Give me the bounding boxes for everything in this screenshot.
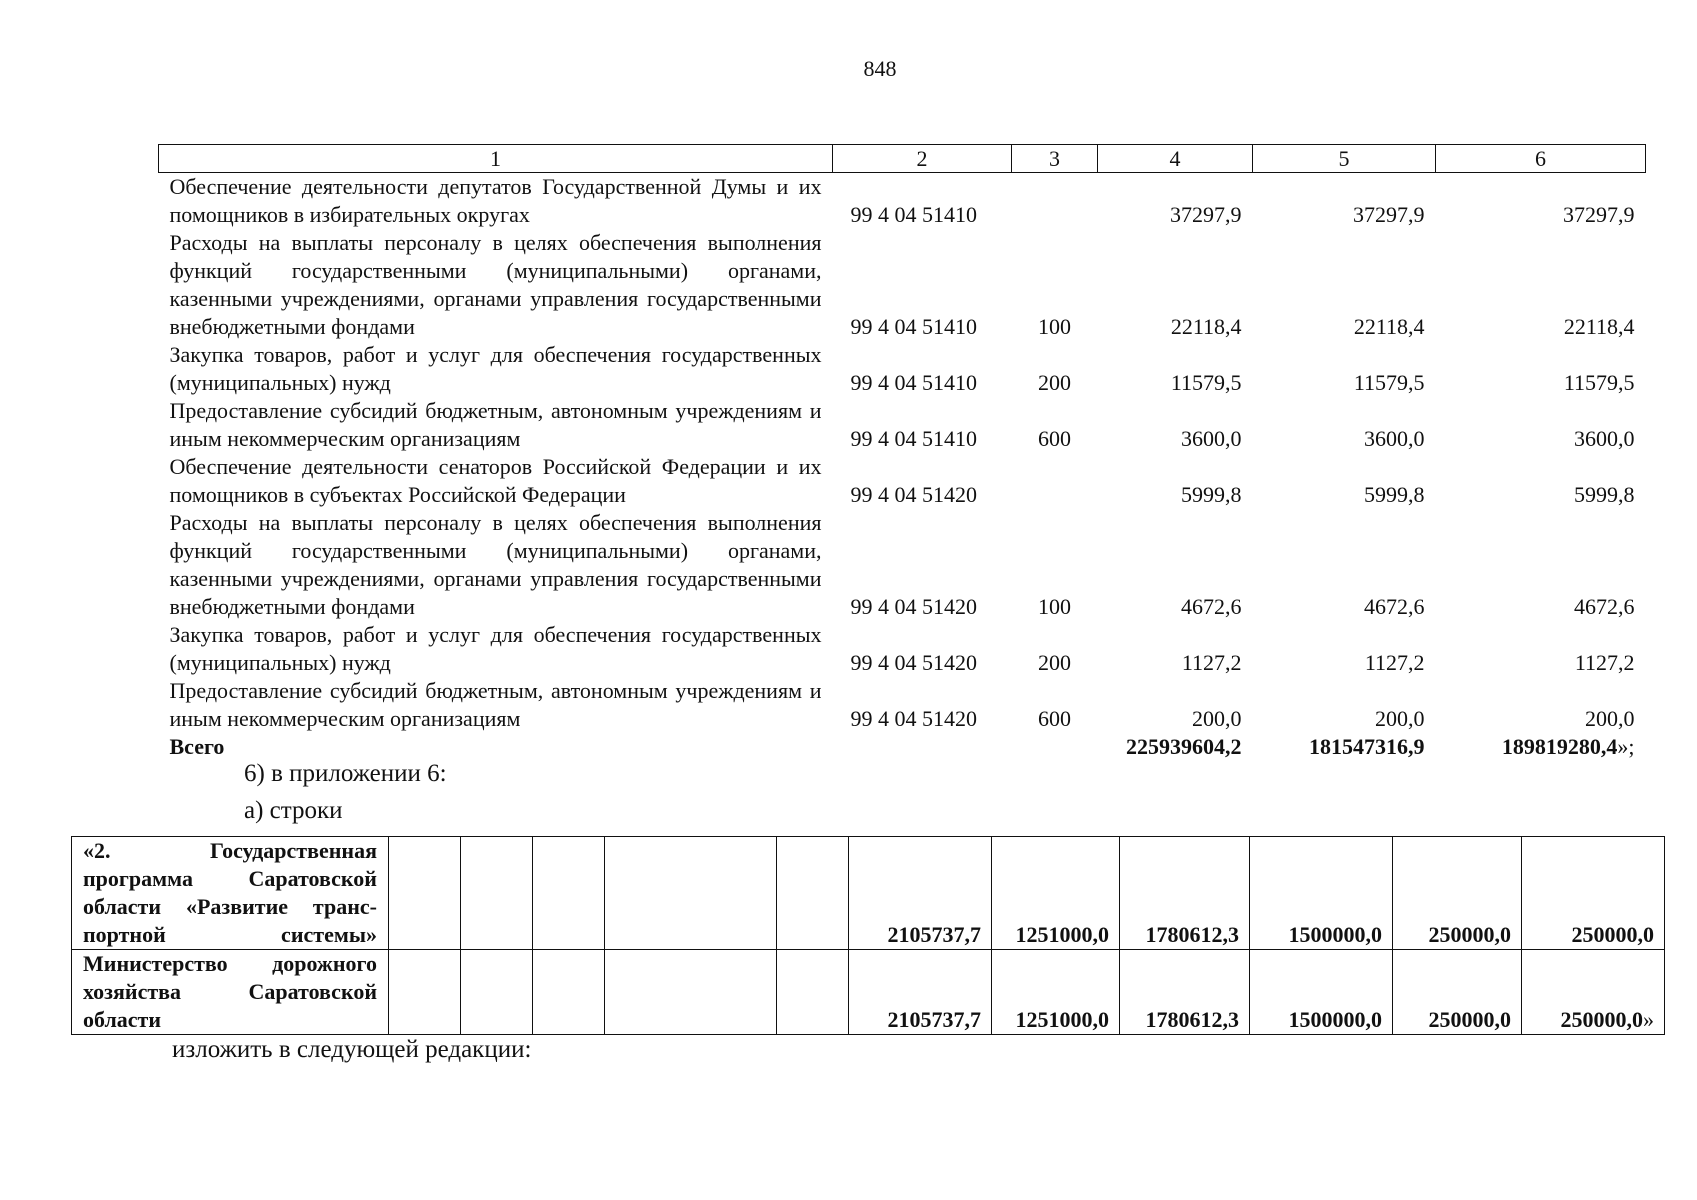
row-description: Обеспечение деятельности депутатов Государственной Думы и их помощников в избирательных округах <box>169 174 822 227</box>
amount-1: 2105737,7 <box>849 837 992 950</box>
value-col5: 5999,8 <box>1364 482 1425 507</box>
value-col5: 200,0 <box>1375 706 1425 731</box>
amount-1: 2105737,7 <box>849 950 992 1035</box>
amount-6 <box>1522 950 1665 1035</box>
amount-6 <box>1522 837 1665 950</box>
row-description: Расходы на выплаты персоналу в целях обеспечения выполнения функций государственными (муниципальными) органами, казенными учреждениями, органами управления государственными внебюджетными фондами <box>169 510 822 619</box>
target-code: 99 4 04 51410 <box>850 426 977 451</box>
value-col4: 4672,6 <box>1181 594 1242 619</box>
amount-2: 1251000,0 <box>992 950 1120 1035</box>
page-number: 848 <box>863 56 897 81</box>
value-col6: 1127,2 <box>1574 650 1635 675</box>
value-col5: 22118,4 <box>1353 314 1425 339</box>
target-code: 99 4 04 51420 <box>850 706 977 731</box>
program-description <box>72 950 389 1035</box>
row-description: Предоставление субсидий бюджетным, автономным учреждениям и иным некоммерческим организациям <box>169 398 822 451</box>
amount-5: 250000,0 <box>1393 950 1522 1035</box>
value-col5: 1127,2 <box>1364 650 1425 675</box>
amount-3: 1780612,3 <box>1120 950 1250 1035</box>
expense-type <box>1012 173 1098 230</box>
value-col5: 3600,0 <box>1364 426 1425 451</box>
amount-3: 1780612,3 <box>1120 837 1250 950</box>
amount-2: 1251000,0 <box>992 837 1120 950</box>
total-col4: 225939604,2 <box>1126 734 1242 759</box>
table-row <box>72 950 1665 1035</box>
target-code: 99 4 04 51420 <box>850 594 977 619</box>
value-col6: 4672,6 <box>1574 594 1635 619</box>
value-col4: 1127,2 <box>1181 650 1242 675</box>
value-col6: 37297,9 <box>1563 202 1635 227</box>
total-label: Всего <box>169 734 225 759</box>
paragraph-appendix: 6) в приложении 6: <box>244 760 447 787</box>
closing-quote: » <box>1643 1007 1654 1032</box>
value-col4: 22118,4 <box>1170 314 1242 339</box>
column-header: 3 <box>1012 145 1098 173</box>
expense-type: 600 <box>1038 706 1071 731</box>
value-col5: 11579,5 <box>1353 370 1425 395</box>
value-col6: 5999,8 <box>1574 482 1635 507</box>
value-col4: 37297,9 <box>1170 202 1242 227</box>
value-col6: 11579,5 <box>1563 370 1635 395</box>
table-header-row <box>159 145 1646 173</box>
value-col4: 11579,5 <box>1170 370 1242 395</box>
target-code: 99 4 04 51410 <box>850 314 977 339</box>
paragraph-redaction: изложить в следующей редакции: <box>172 1036 532 1063</box>
column-header: 5 <box>1253 145 1436 173</box>
target-code: 99 4 04 51410 <box>850 202 977 227</box>
program-desc-last: области <box>83 1007 162 1032</box>
expense-type: 200 <box>1038 370 1071 395</box>
row-description: Закупка товаров, работ и услуг для обеспечения государственных (муниципальных) нужд <box>169 622 822 675</box>
column-header: 2 <box>833 145 1012 173</box>
row-description: Предоставление субсидий бюджетным, автономным учреждениям и иным некоммерческим организациям <box>169 678 822 731</box>
expense-type <box>1012 453 1098 509</box>
total-col6 <box>1436 733 1646 761</box>
amount-5: 250000,0 <box>1393 837 1522 950</box>
row-description: Расходы на выплаты персоналу в целях обеспечения выполнения функций государственными (муниципальными) органами, казенными учреждениями, органами управления государственными внебюджетными фондами <box>169 230 822 339</box>
row-description: Обеспечение деятельности сенаторов Российской Федерации и их помощников в субъектах Российской Федерации <box>169 454 822 507</box>
amount-6-value: 250000,0 <box>1571 922 1654 947</box>
table-row <box>159 509 1646 621</box>
value-col4: 200,0 <box>1192 706 1242 731</box>
table-row <box>159 453 1646 509</box>
program-desc-main: «2. Государственная программа Саратовской области «Развитие транс- <box>83 838 377 919</box>
program-desc-main: Министерство дорожного хозяйства Саратовской <box>83 951 377 1004</box>
total-row <box>159 733 1646 761</box>
expense-type: 100 <box>1038 594 1071 619</box>
table-row <box>159 173 1646 230</box>
column-header: 6 <box>1436 145 1646 173</box>
column-header: 1 <box>159 145 833 173</box>
expenditure-table <box>158 144 1646 761</box>
target-code: 99 4 04 51410 <box>850 370 977 395</box>
table-row <box>159 397 1646 453</box>
expense-type: 600 <box>1038 426 1071 451</box>
total-col6-value: 189819280,4 <box>1501 734 1618 759</box>
target-code: 99 4 04 51420 <box>850 482 977 507</box>
table-row <box>159 341 1646 397</box>
value-col5: 4672,6 <box>1364 594 1425 619</box>
value-col6: 200,0 <box>1585 706 1635 731</box>
amount-4: 1500000,0 <box>1250 950 1393 1035</box>
table-row <box>159 677 1646 733</box>
column-header: 4 <box>1098 145 1253 173</box>
expense-type: 200 <box>1038 650 1071 675</box>
value-col6: 22118,4 <box>1563 314 1635 339</box>
table-row <box>72 837 1665 950</box>
target-code: 99 4 04 51420 <box>850 650 977 675</box>
table-row <box>159 621 1646 677</box>
table-row <box>159 229 1646 341</box>
value-col4: 5999,8 <box>1181 482 1242 507</box>
program-table <box>71 836 1665 1035</box>
amount-6-value: 250000,0 <box>1560 1007 1643 1032</box>
paragraph-lines: а) строки <box>244 797 343 824</box>
closing-quote: »; <box>1617 734 1635 759</box>
value-col4: 3600,0 <box>1181 426 1242 451</box>
value-col5: 37297,9 <box>1353 202 1425 227</box>
row-description: Закупка товаров, работ и услуг для обеспечения государственных (муниципальных) нужд <box>169 342 822 395</box>
total-col5: 181547316,9 <box>1309 734 1425 759</box>
program-description <box>72 837 389 950</box>
value-col6: 3600,0 <box>1574 426 1635 451</box>
amount-4: 1500000,0 <box>1250 837 1393 950</box>
expense-type: 100 <box>1038 314 1071 339</box>
program-desc-last: портной системы» <box>83 922 377 947</box>
